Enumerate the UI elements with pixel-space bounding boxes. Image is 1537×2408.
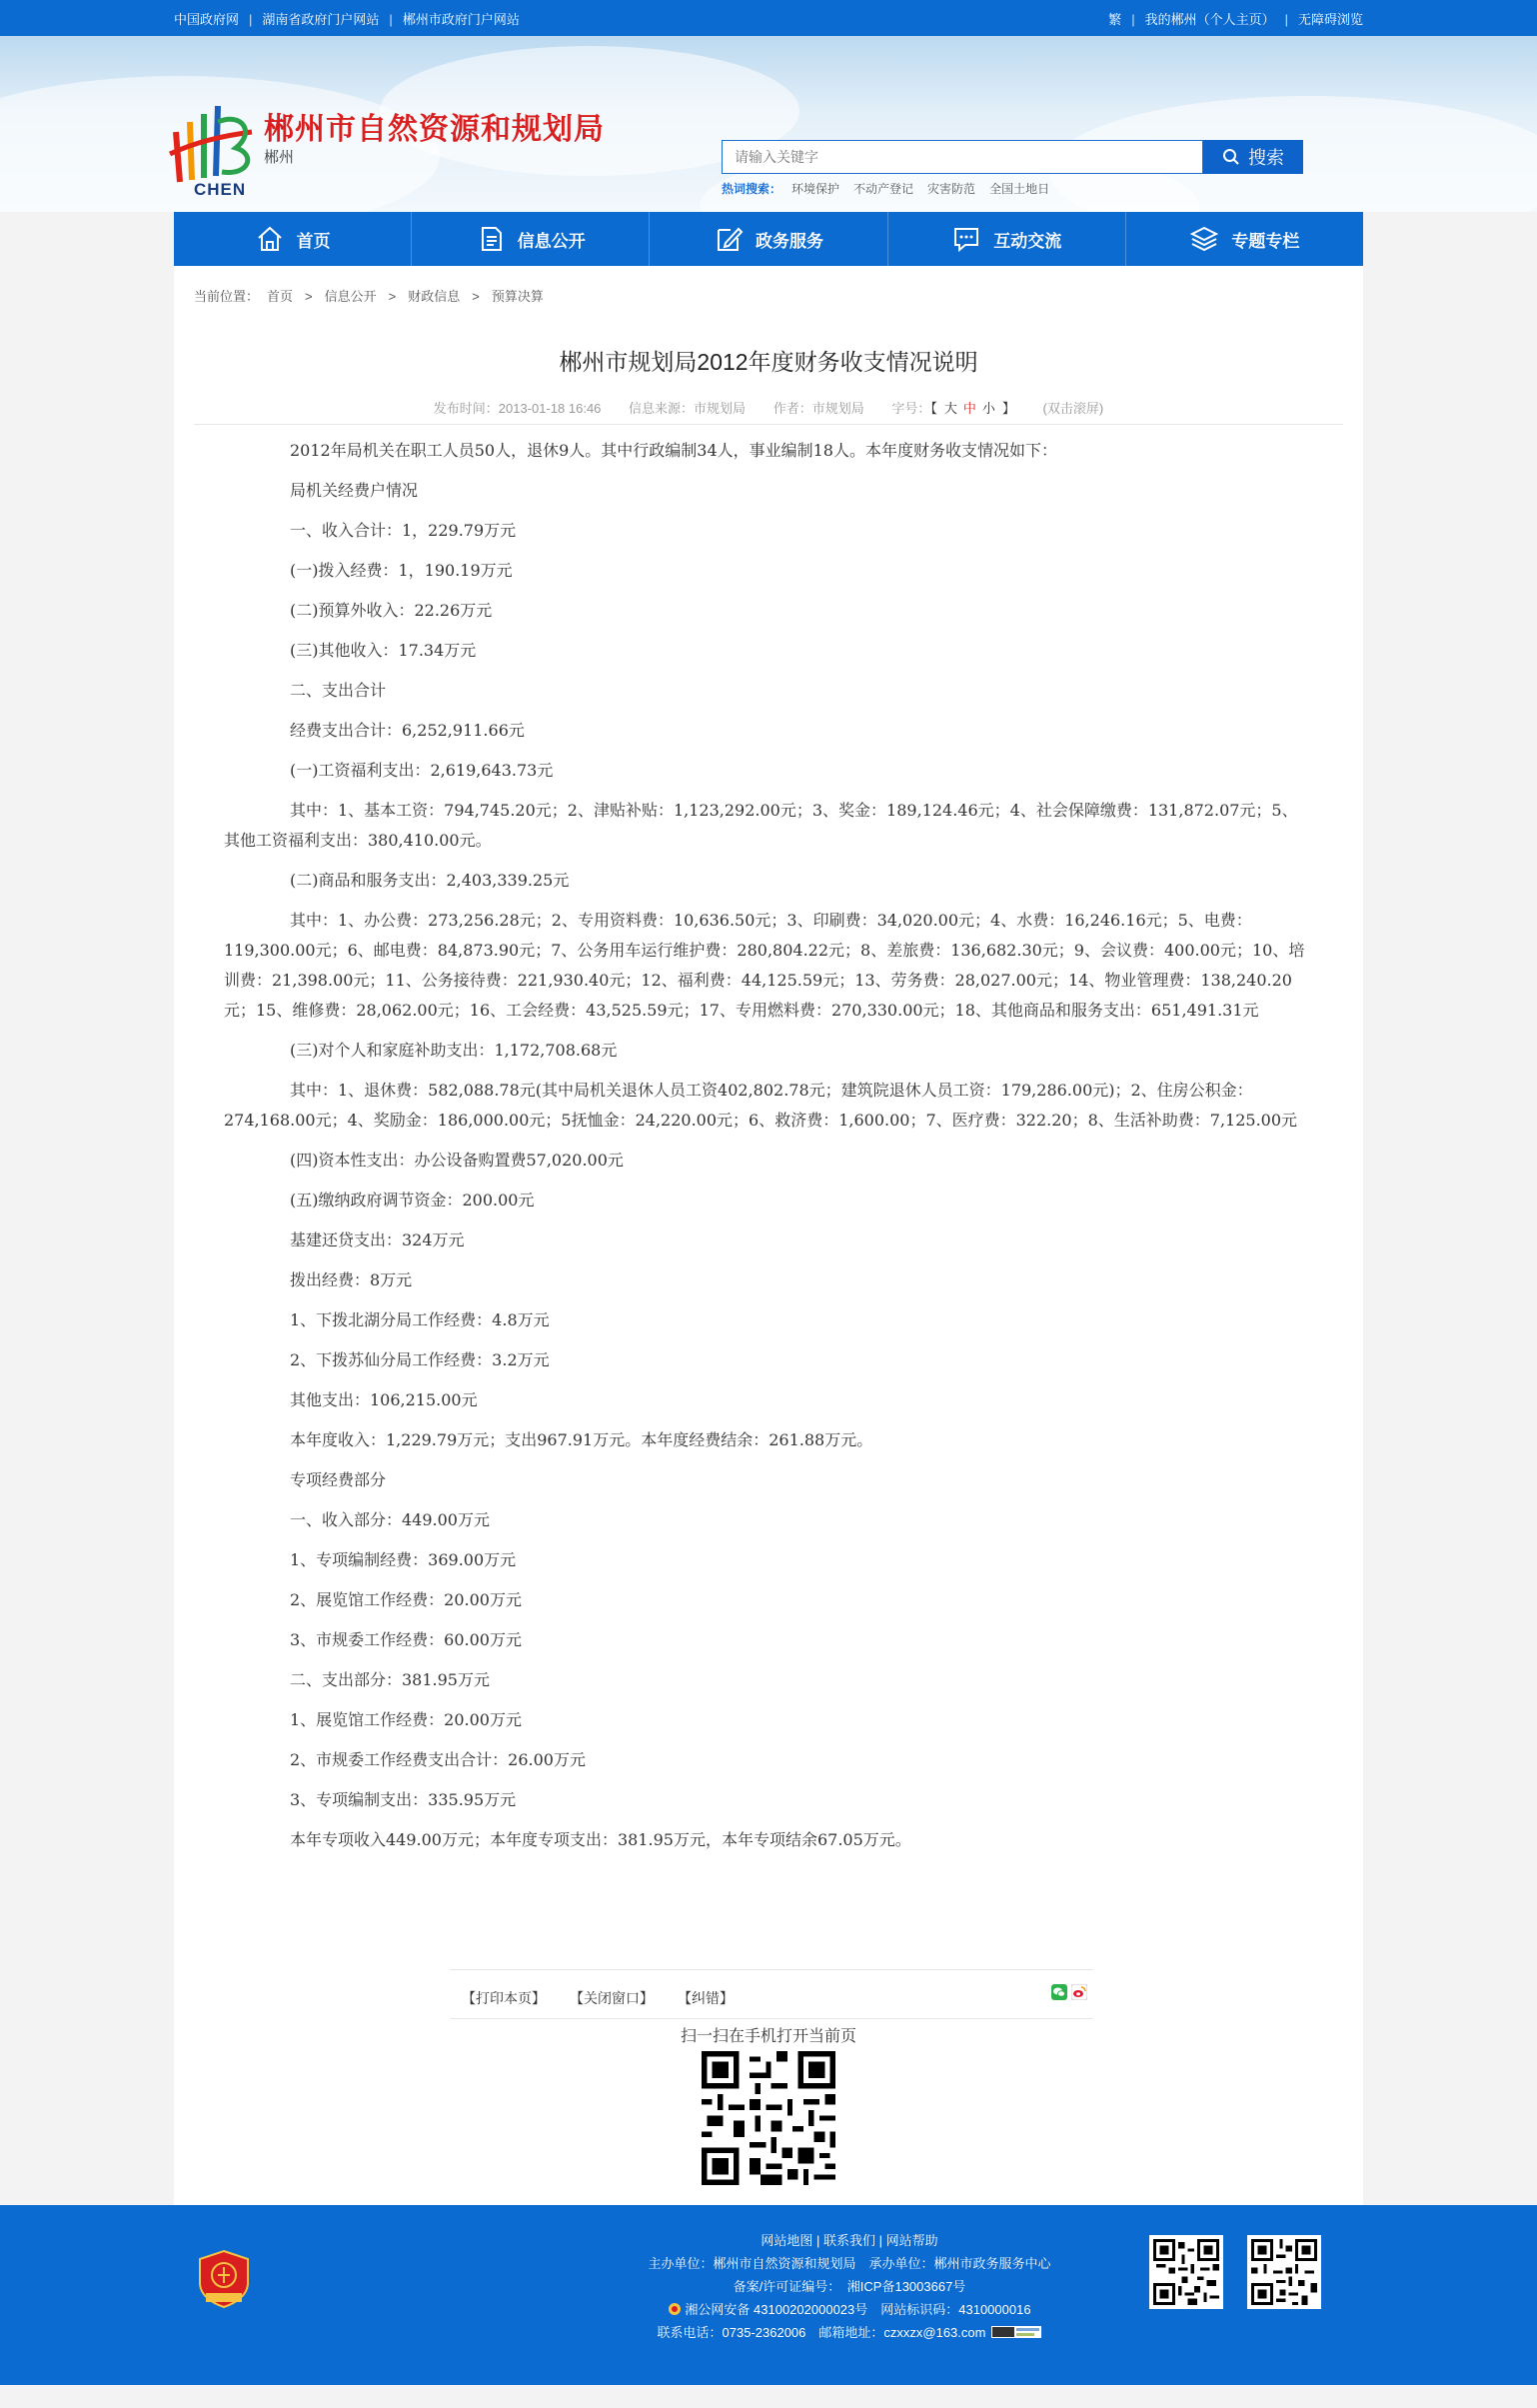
footer-qr-code-1 <box>1149 2235 1223 2309</box>
logo-en-text: CHEN <box>194 180 247 199</box>
search-input[interactable] <box>722 140 1203 174</box>
topbar-right-links: 繁 | 我的郴州（个人主页） | 无障碍浏览 <box>1108 11 1363 27</box>
footer-contact-text: 联系电话：0735-2362006 邮箱地址：czxxzx@163.com <box>657 2325 986 2340</box>
article-paragraph: 本年度收入：1,229.79万元；支出967.91万元。本年度经费结余：261.88万元。 <box>290 1430 873 1449</box>
article-paragraph: 经费支出合计：6,252,911.66元 <box>290 721 525 740</box>
correction-button[interactable]: 【纠错】 <box>678 1990 734 2006</box>
breadcrumb-item[interactable]: 财政信息 <box>408 289 461 304</box>
font-size-big[interactable]: 大 <box>943 401 957 416</box>
article-paragraph: 其中：1、基本工资：794,745.20元；2、津贴补贴：1,123,292.00元；3、奖金：189,124.46元；4、社会保障缴费：131,872.07元；5、其他工资福利支出：380,410.00元。 <box>224 801 1298 850</box>
nav-label: 信息公开 <box>517 231 586 251</box>
breadcrumb-item[interactable]: 首页 <box>267 289 294 304</box>
article-paragraph: 2012年局机关在职工人员50人，退休9人。其中行政编制34人，事业编制18人。本年度财务收支情况如下： <box>290 441 1057 460</box>
article-paragraph: 1、展览馆工作经费：20.00万元 <box>290 1710 522 1729</box>
cnzz-badge-icon[interactable] <box>991 2326 1041 2338</box>
article-paragraph: 基建还贷支出：324万元 <box>290 1230 465 1249</box>
content-panel <box>174 266 1363 2205</box>
site-logo[interactable] <box>166 92 605 202</box>
article-actions <box>450 1969 1093 2019</box>
share-icons <box>1051 1984 1087 2000</box>
chat-icon <box>951 224 981 254</box>
home-icon <box>255 224 285 254</box>
footer-info <box>630 2229 1069 2344</box>
article-body <box>224 436 1313 1865</box>
font-size-label: 字号： <box>891 401 931 416</box>
font-size-small[interactable]: 小 <box>981 401 995 416</box>
footer-qr-code-2 <box>1247 2235 1321 2309</box>
link-accessibility[interactable]: 无障碍浏览 <box>1297 11 1363 27</box>
edit-icon <box>714 224 744 254</box>
article-paragraph: 拨出经费：8万元 <box>290 1270 413 1289</box>
link-my-chenzhou[interactable]: 我的郴州（个人主页） <box>1144 11 1275 27</box>
article-paragraph: (二)商品和服务支出：2,403,339.25元 <box>290 871 570 890</box>
font-size-switch: 字号：【 大 中 小 】 <box>891 401 1015 416</box>
link-traditional[interactable]: 繁 <box>1108 11 1122 27</box>
page-qr-code <box>702 2051 835 2185</box>
wechat-icon[interactable] <box>1051 1984 1067 2000</box>
author: 作者：市规划局 <box>772 401 864 416</box>
site-header <box>0 36 1537 212</box>
police-badge-icon <box>668 2302 682 2316</box>
article-paragraph: 3、专项编制支出：335.95万元 <box>290 1790 517 1809</box>
nav-home[interactable] <box>174 212 412 266</box>
footer-contact <box>630 2321 1069 2344</box>
search-icon <box>1222 148 1240 166</box>
breadcrumb-item[interactable]: 信息公开 <box>324 289 377 304</box>
print-button[interactable]: 【打印本页】 <box>462 1990 546 2006</box>
article-meta <box>174 398 1363 417</box>
article-paragraph: 专项经费部分 <box>290 1470 387 1489</box>
hot-words <box>722 180 1063 197</box>
footer-police-text: 湘公网安备 43100202000023号 网站标识码：4310000016 <box>685 2302 1031 2317</box>
nav-info-public[interactable] <box>412 212 650 266</box>
article-paragraph: (一)工资福利支出：2,619,643.73元 <box>290 761 554 780</box>
nav-gov-service[interactable] <box>650 212 887 266</box>
hot-word[interactable]: 灾害防范 <box>927 182 976 196</box>
breadcrumb-prefix: 当前位置： <box>194 289 260 304</box>
article-paragraph: 3、市规委工作经费：60.00万元 <box>290 1630 522 1649</box>
article-paragraph: 本年专项收入449.00万元；本年度专项支出：381.95万元，本年专项结余67.05万元。 <box>290 1830 911 1849</box>
close-window-button[interactable]: 【关闭窗口】 <box>570 1990 654 2006</box>
link-chenzhou-gov[interactable]: 郴州市政府门户网站 <box>402 11 520 27</box>
double-click-scroll[interactable]: (双击滚屏) <box>1042 401 1104 416</box>
hot-word[interactable]: 环境保护 <box>791 182 840 196</box>
info-source: 信息来源：市规划局 <box>629 401 747 416</box>
weibo-icon[interactable] <box>1071 1984 1087 2000</box>
hot-words-label: 热词搜索： <box>722 182 782 196</box>
footer-host: 主办单位：郴州市自然资源和规划局 承办单位：郴州市政务服务中心 <box>648 2256 1051 2271</box>
party-gov-emblem-icon[interactable] <box>198 2249 250 2309</box>
nav-label: 专题专栏 <box>1231 231 1300 251</box>
article-paragraph: 2、展览馆工作经费：20.00万元 <box>290 1590 522 1609</box>
site-title: 郴州市自然资源和规划局 <box>264 113 605 146</box>
topbar-left-links: 中国政府网 | 湖南省政府门户网站 | 郴州市政府门户网站 <box>174 11 520 27</box>
article-title: 郴州市规划局2012年度财务收支情况说明 <box>559 349 978 375</box>
publish-time: 发布时间：2013-01-18 16:46 <box>433 401 602 416</box>
site-footer <box>0 2205 1537 2385</box>
article-paragraph: (二)预算外收入：22.26万元 <box>290 601 493 620</box>
bottom-strip <box>0 2385 1537 2408</box>
article-paragraph: 一、收入合计：1，229.79万元 <box>290 521 517 540</box>
link-gov-cn[interactable]: 中国政府网 <box>174 11 240 27</box>
font-size-mid[interactable]: 中 <box>962 401 976 416</box>
nav-interaction[interactable] <box>888 212 1126 266</box>
article-paragraph: (三)对个人和家庭补助支出：1,172,708.68元 <box>290 1041 618 1060</box>
main-nav <box>174 212 1363 266</box>
hot-word[interactable]: 不动产登记 <box>853 182 914 196</box>
article-paragraph: (一)拨入经费：1，190.19万元 <box>290 561 513 580</box>
footer-police <box>630 2298 1069 2321</box>
article-paragraph: 其他支出：106,215.00元 <box>290 1390 478 1409</box>
article-paragraph: (五)缴纳政府调节资金：200.00元 <box>290 1191 535 1209</box>
link-hunan-gov[interactable]: 湖南省政府门户网站 <box>262 11 380 27</box>
nav-label: 互动交流 <box>993 231 1062 251</box>
article-paragraph: 2、市规委工作经费支出合计：26.00万元 <box>290 1750 586 1769</box>
article-paragraph: 1、下拨北湖分局工作经费：4.8万元 <box>290 1310 550 1329</box>
layers-icon <box>1189 224 1219 254</box>
footer-links[interactable]: 网站地图 | 联系我们 | 网站帮助 <box>761 2233 938 2248</box>
article-paragraph: 局机关经费户情况 <box>290 481 419 500</box>
search-button-label: 搜索 <box>1248 148 1284 168</box>
logo-cn-text: 郴州 <box>264 149 295 166</box>
top-bar <box>0 0 1537 36</box>
search-button[interactable] <box>1203 140 1303 174</box>
qr-caption: 扫一扫在手机打开当前页 <box>680 2028 856 2045</box>
breadcrumb-item[interactable]: 预算决算 <box>491 289 544 304</box>
footer-icp[interactable]: 备案/许可证编号： 湘ICP备13003667号 <box>733 2279 966 2294</box>
article-paragraph: 其中：1、退休费：582,088.78元(其中局机关退休人员工资402,802.78元；建筑院退休人员工资：179,286.00元)；2、住房公积金：274,168.00元；4、奖励金：186,000.00元；5抚恤金：24,220.00元；6、救济费：1,600.00；7、医疗费：322.20；8、生活补助费：7,125.00元 <box>224 1081 1298 1130</box>
nav-label: 首页 <box>296 231 331 251</box>
nav-label: 政务服务 <box>756 231 823 251</box>
article-paragraph: 1、专项编制经费：369.00万元 <box>290 1550 517 1569</box>
nav-special[interactable] <box>1126 212 1363 266</box>
hot-word[interactable]: 全国土地日 <box>989 182 1050 196</box>
article-paragraph: 一、收入部分：449.00万元 <box>290 1510 490 1529</box>
article-paragraph: 其中：1、办公费：273,256.28元；2、专用资料费：10,636.50元；3、印刷费：34,020.00元；4、水费：16,246.16元；5、电费：119,300.00元；6、邮电费：84,873.90元；7、公务用车运行维护费：280,804.22元；8、差旅费：136,682.30元；9、会议费：400.00元；10、培训费：21,398.00元；11、公务接待费：221,930.40元；12、福利费：44,125.59元；13、劳务费：28,027.00元；14、物业管理费：138,240.20元；15、维修费：28,062.00元；16、工会经费：43,525.59元；17、专用燃料费：270,330.00元；18、其他商品和服务支出：651,491.31元 <box>224 911 1305 1020</box>
article-paragraph: 二、支出合计 <box>290 681 387 700</box>
article-paragraph: (三)其他收入：17.34万元 <box>290 641 477 660</box>
article-paragraph: 2、下拨苏仙分局工作经费：3.2万元 <box>290 1350 550 1369</box>
article-paragraph: 二、支出部分：381.95万元 <box>290 1670 490 1689</box>
document-icon <box>476 224 506 254</box>
breadcrumb: 当前位置： 首页 > 信息公开 > 财政信息 > 预算决算 <box>194 289 544 304</box>
meta-divider <box>194 424 1343 425</box>
article-paragraph: (四)资本性支出：办公设备购置费57,020.00元 <box>290 1151 624 1170</box>
